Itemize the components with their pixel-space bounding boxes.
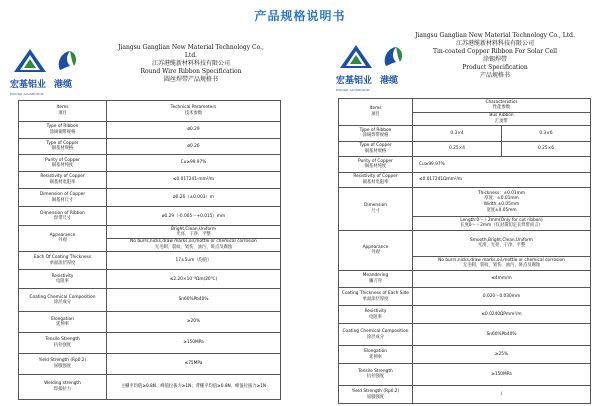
- table-row: Tensile Strength 抗拉强度 ≥150MPa: [19, 333, 281, 354]
- left-product-en: Round Wire Ribbon Specification: [140, 68, 242, 75]
- table-row: [339, 99, 591, 113]
- hongji-logo-sub: HONGJI ALUMINIUM: [336, 88, 370, 92]
- table-row: Length:0～＋2mm(Only for cut ribbon) 长度0～＋2mm（仅对裁切定长焊带而言）: [339, 217, 591, 231]
- right-product-cn-1: 涂锡焊带: [482, 56, 507, 63]
- table-row: Dimension of Ribbon 焊带尺寸 ø0.29（-0.005～+0.015）mm: [19, 207, 281, 226]
- hongji-logo-text: 宏基铝业: [10, 80, 47, 90]
- table-row: Appearance 外观 Bright,Clean,Uniform 光亮、干净、平整: [19, 226, 281, 239]
- right-spec-sheet: [302, 30, 594, 406]
- table-row: Resistivity of Copper 铜基材电阻率 ≤0.017241·mm²/m: [19, 171, 281, 188]
- table-row: Welding strength 焊接拉力 主栅平均值≥0.8N、峰值拉拔力≥1N；背栅平均值≥0.8N、峰值拉拔力≥1N: [19, 374, 281, 399]
- table-row: Purity of Copper 铜基材纯度 Cu≥99.97%: [19, 155, 281, 172]
- hongji-logo-text: 宏基铝业: [336, 76, 373, 86]
- table-row: Type of Copper 铜基材规格 0.25×4 0.25×6: [339, 141, 591, 157]
- table-row: Dimension 尺寸 Thickness：±0.01mm 厚度：±0.01mm Width:±0.05mm 宽度±0.05mm: [339, 188, 591, 217]
- banner: [0, 0, 600, 26]
- table-row: Meandering 镰刀弯 ≤4mm/m: [339, 270, 591, 288]
- right-spec-table: [338, 98, 591, 404]
- right-logos: [336, 44, 406, 92]
- table-row: Type of Ribbon 涂锡铜带规格 ø0.29: [19, 121, 281, 138]
- left-spec-sheet: [4, 30, 296, 406]
- right-company-en: Jiangsu Ganglian New Material Technology Co., Ltd.: [415, 32, 575, 39]
- table-row: Dimension of Copper 铜基材尺寸 ø0.26（±0.003）m: [19, 188, 281, 207]
- table-row: Elongation 延伸率 ≥25%: [339, 346, 591, 364]
- table-header-sub: Bus Ribbon 汇流带: [413, 112, 591, 126]
- table-header-item: Items 项目: [19, 101, 107, 122]
- right-header-text: [398, 32, 592, 80]
- table-row: [19, 101, 281, 122]
- table-row: Appearance 外观 Smooth,Bright,Clean,Uniform 光滑、光亮、干净、平整: [339, 230, 591, 257]
- table-row: Yield Strength (Rp0.2) 屈服强度 /: [339, 386, 591, 404]
- ganglian-logo-text: 港缆: [380, 76, 399, 86]
- hongji-logo-icon: [12, 48, 48, 74]
- right-company-cn: 江苏港缆新材料科技有限公司: [455, 40, 534, 47]
- table-row: Resistivity of Copper 铜基材电阻率 ≤0.017241Ωmm²/m: [339, 172, 591, 188]
- table-row: Elongation 延伸率 ≥20%: [19, 312, 281, 333]
- table-row: Resistivity 电阻率 ≤0.0240ΩPmm²/m: [339, 306, 591, 324]
- table-header-item: Items 项目: [339, 99, 413, 126]
- right-product-en-2: Product Specification: [462, 64, 528, 71]
- table-row: No burrs,nicks,draw marks,oil,mottle or chemical corrosion 无毛刺、裂纹、划伤、油污、斑点及腐蚀: [339, 257, 591, 271]
- right-product-cn-2: 产品规格书: [479, 72, 510, 79]
- table-row: Type of Ribbon 涂锡焊带规格 0.3×4 0.3×6: [339, 126, 591, 142]
- table-row: Coating Chemical Composition 涂层成分 Sn60%Pb40%: [19, 289, 281, 312]
- table-header-char: Characteristics 性能参数: [413, 99, 591, 113]
- ganglian-logo: [54, 48, 80, 90]
- table-row: Purity of Copper 铜基材纯度 Cu≥99.97%: [339, 157, 591, 173]
- hongji-logo: [10, 48, 48, 96]
- ganglian-logo-icon: [54, 48, 80, 74]
- table-row: Tensile Strength 抗拉强度 ≥150MPa: [339, 363, 591, 385]
- left-spec-table: [18, 100, 281, 400]
- table-row: Resistivity 电阻率 ≤2.20×10⁻⁸Ωm(20℃): [19, 270, 281, 289]
- left-company-en-1: Jiangsu Ganglian New Material Technology Co.,: [118, 44, 264, 51]
- left-product-cn: 圆丝焊带产品规格书: [163, 76, 218, 83]
- left-company-cn: 江苏港缆新材料科技有限公司: [151, 60, 230, 67]
- table-row: Yield Strength (Rp0.2) 屈服强度 ≤75MPa: [19, 353, 281, 374]
- table-row: Each Of Coating Thickness 单面涂层厚度 17±5um（均值）: [19, 251, 281, 270]
- hongji-logo-icon: [338, 44, 374, 70]
- table-row: Type of Copper 铜基材规格 ø0.26: [19, 138, 281, 155]
- banner-title: 产品规格说明书: [254, 9, 346, 23]
- left-logos: [10, 48, 80, 96]
- table-header-param: Technical Parameters 技术参数: [107, 101, 281, 122]
- left-header-text: [96, 44, 286, 84]
- table-row: No burrs,nicks,draw marks,oil,mottle or chemical corrosion 无毛刺、裂纹、划伤、油污、斑点及腐蚀: [19, 238, 281, 251]
- hongji-logo: [336, 44, 374, 92]
- table-row: Coating Thickness of Each Side 单面涂层厚度 0.020～0.030mm: [339, 288, 591, 306]
- left-company-en-2: Ltd.: [184, 52, 198, 59]
- table-row: Coating Chemical Composition 涂层成分 Sn60%Pb40%: [339, 323, 591, 345]
- ganglian-logo-text: 港缆: [54, 80, 73, 90]
- hongji-logo-sub: HONGJI ALUMINIUM: [10, 92, 44, 96]
- right-product-en-1: Tin-coated Copper Ribbon For Solar Cell: [433, 48, 557, 55]
